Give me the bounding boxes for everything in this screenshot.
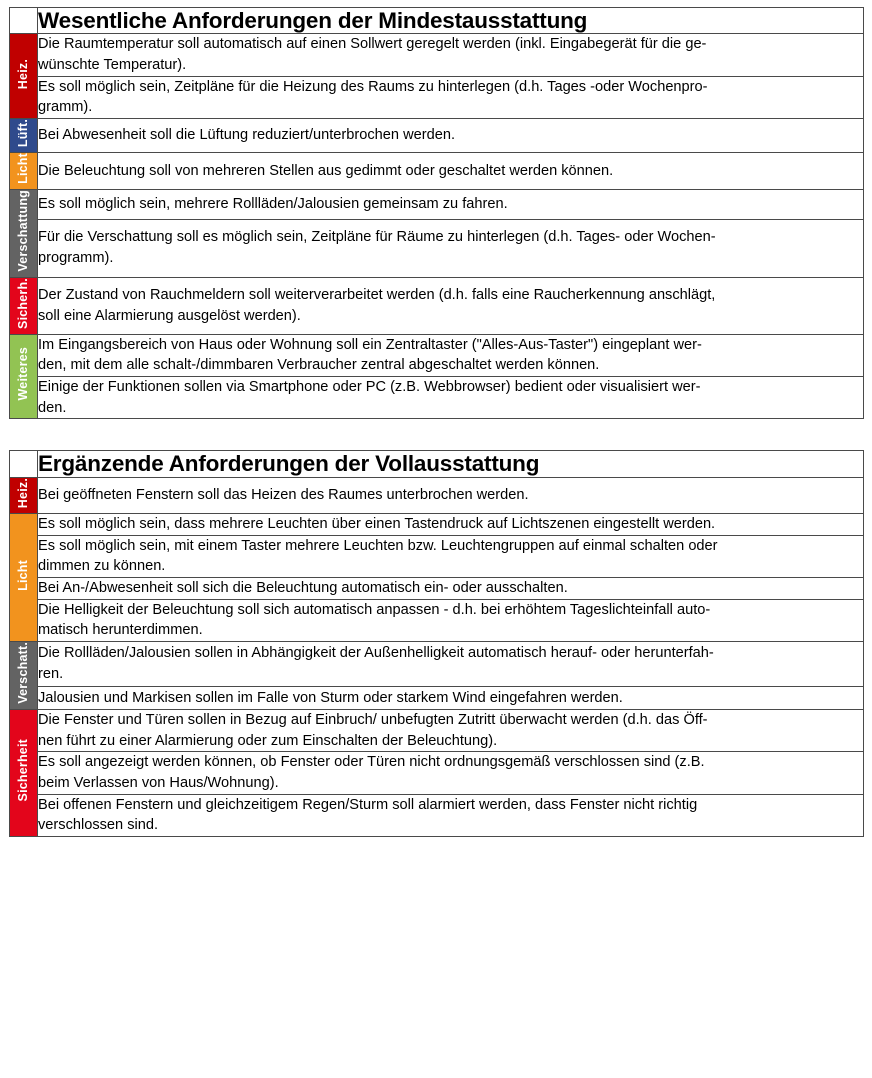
table-row	[10, 34, 864, 76]
requirement-line: Es soll möglich sein, Zeitpläne für die Heizung des Raums zu hinterlegen (d.h. Tages -oder Wochenpro-	[38, 78, 708, 95]
category-label: Sicherheit	[16, 739, 31, 802]
requirement-line: Es soll möglich sein, mehrere Rollläden/Jalousien gemeinsam zu fahren.	[38, 195, 508, 212]
table-row	[10, 119, 864, 153]
requirement-text	[38, 190, 864, 220]
category-cell-l-ft	[10, 119, 38, 153]
requirement-line: Es soll möglich sein, mit einem Taster mehrere Leuchten bzw. Leuchtengruppen auf einmal schalten oder	[38, 537, 718, 554]
table-row	[10, 686, 864, 709]
category-label: Verschattung	[16, 190, 31, 272]
requirement-text	[38, 577, 864, 599]
table-row	[10, 219, 864, 277]
table-row	[10, 76, 864, 118]
requirement-line: Einige der Funktionen sollen via Smartphone oder PC (z.B. Webbrowser) bedient oder visualisiert wer-	[38, 378, 701, 395]
table-row	[10, 599, 864, 641]
requirement-text	[38, 34, 864, 76]
table-row	[10, 642, 864, 687]
requirement-line: Es soll möglich sein, dass mehrere Leuchten über einen Tastendruck auf Lichtszenen eingestellt werden.	[38, 515, 716, 532]
category-cell-heiz	[10, 477, 38, 513]
requirement-line: programm).	[38, 250, 114, 267]
requirement-line: Im Eingangsbereich von Haus oder Wohnung soll ein Zentraltaster ("Alles-Aus-Taster") eingeplant wer-	[38, 336, 702, 353]
requirement-text	[38, 686, 864, 709]
table-row	[10, 376, 864, 418]
requirement-line: Bei offenen Fenstern und gleichzeitigem Regen/Sturm soll alarmiert werden, dass Fenster nicht richtig	[38, 796, 698, 813]
requirement-text	[38, 599, 864, 641]
table-header-row	[10, 8, 864, 34]
requirement-line: beim Verlassen von Haus/Wohnung).	[38, 775, 279, 792]
category-label: Sicherh.	[16, 277, 31, 329]
table-row	[10, 190, 864, 220]
category-label: Verschatt.	[16, 642, 31, 704]
requirement-text	[38, 376, 864, 418]
requirements-document	[0, 7, 872, 1078]
table-row	[10, 709, 864, 751]
table-row	[10, 577, 864, 599]
requirement-text	[38, 76, 864, 118]
table-row	[10, 477, 864, 513]
requirement-line: Die Helligkeit der Beleuchtung soll sich automatisch anpassen - d.h. bei erhöhtem Tageslichteinfall auto-	[38, 601, 711, 618]
requirement-line: den.	[38, 399, 67, 416]
category-cell-sicherh	[10, 277, 38, 334]
table-title: Wesentliche Anforderungen der Mindestausstattung	[38, 8, 864, 34]
category-label: Heiz.	[16, 58, 31, 89]
requirements-table-vollausstattung	[9, 450, 864, 837]
category-label: Lüft.	[16, 119, 31, 148]
requirement-line: Die Beleuchtung soll von mehreren Stellen aus gedimmt oder geschaltet werden können.	[38, 162, 614, 179]
requirement-line: Die Raumtemperatur soll automatisch auf einen Sollwert geregelt werden (inkl. Eingabegerät für die ge-	[38, 36, 707, 53]
requirement-line: Die Rollläden/Jalousien sollen in Abhängigkeit der Außenhelligkeit automatisch herauf- oder herunterfah-	[38, 645, 714, 662]
requirement-text	[38, 794, 864, 836]
requirement-line: Der Zustand von Rauchmeldern soll weiterverarbeitet werden (d.h. falls eine Raucherkennung anschlägt,	[38, 286, 716, 303]
header-corner-cell	[10, 8, 38, 34]
table-row	[10, 535, 864, 577]
table-row	[10, 513, 864, 535]
table-row	[10, 752, 864, 794]
requirement-line: den, mit dem alle schalt-/dimmbaren Verbraucher zentral abgeschaltet werden können.	[38, 357, 600, 374]
requirement-text	[38, 535, 864, 577]
requirement-line: Es soll angezeigt werden können, ob Fenster oder Türen nicht ordnungsgemäß verschlossen sind (z.B.	[38, 754, 705, 771]
requirement-line: Bei An-/Abwesenheit soll sich die Beleuchtung automatisch ein- oder ausschalten.	[38, 579, 568, 596]
requirement-line: Die Fenster und Türen sollen in Bezug auf Einbruch/ unbefugten Zutritt überwacht werden (d.h. das Öff-	[38, 711, 708, 728]
requirement-line: Bei geöffneten Fenstern soll das Heizen des Raumes unterbrochen werden.	[38, 486, 529, 503]
table-title: Ergänzende Anforderungen der Vollausstattung	[38, 451, 864, 477]
requirement-line: ren.	[38, 666, 64, 682]
requirement-text	[38, 477, 864, 513]
requirement-text	[38, 219, 864, 277]
requirement-line: Bei Abwesenheit soll die Lüftung reduziert/unterbrochen werden.	[38, 127, 455, 144]
requirement-text	[38, 752, 864, 794]
requirement-line: gramm).	[38, 99, 93, 116]
requirement-text	[38, 334, 864, 376]
requirement-line: verschlossen sind.	[38, 817, 159, 834]
table-header-row	[10, 451, 864, 477]
requirement-line: Jalousien und Markisen sollen im Falle von Sturm oder starkem Wind eingefahren werden.	[38, 689, 623, 706]
requirement-text	[38, 709, 864, 751]
requirement-text	[38, 153, 864, 190]
requirement-text	[38, 642, 864, 687]
category-cell-sicherheit	[10, 709, 38, 836]
header-corner-cell	[10, 451, 38, 477]
table-row	[10, 794, 864, 836]
requirement-text	[38, 277, 864, 334]
category-label: Licht	[16, 559, 31, 591]
category-cell-licht	[10, 513, 38, 641]
category-cell-licht	[10, 153, 38, 190]
requirement-line: nen führt zu einer Alarmierung oder zum Einschalten der Beleuchtung).	[38, 732, 498, 749]
category-label: Licht	[16, 153, 31, 184]
category-cell-heiz	[10, 34, 38, 119]
category-label: Heiz.	[16, 477, 31, 508]
category-cell-weiteres	[10, 334, 38, 419]
requirement-text	[38, 119, 864, 153]
requirement-line: soll eine Alarmierung ausgelöst werden).	[38, 307, 301, 324]
category-cell-verschattung	[10, 190, 38, 278]
requirements-table-mindestausstattung	[9, 7, 864, 419]
requirement-line: Für die Verschattung soll es möglich sein, Zeitpläne für Räume zu hinterlegen (d.h. Tages- oder Wochen-	[38, 229, 716, 246]
requirement-line: dimmen zu können.	[38, 558, 166, 575]
requirement-line: wünschte Temperatur).	[38, 56, 187, 73]
category-cell-verschatt	[10, 642, 38, 710]
table-row	[10, 277, 864, 334]
table-row	[10, 334, 864, 376]
category-label: Weiteres	[16, 347, 31, 401]
requirement-line: matisch herunterdimmen.	[38, 622, 203, 639]
requirement-text	[38, 513, 864, 535]
table-row	[10, 153, 864, 190]
